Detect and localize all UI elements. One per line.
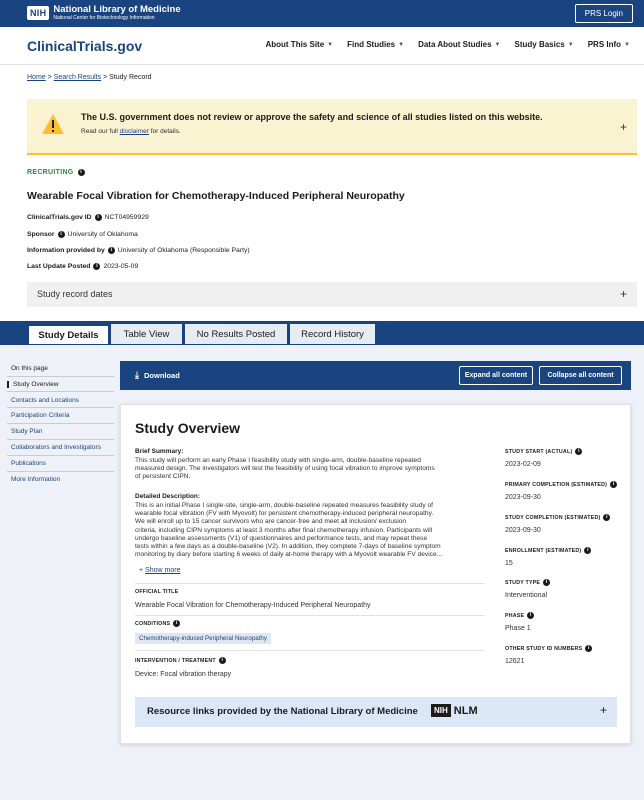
nlm-logo-text: NLM — [453, 704, 478, 717]
meta-information-provider — [27, 247, 250, 254]
info-icon[interactable]: i — [543, 579, 550, 586]
breadcrumb-separator: > — [103, 74, 108, 81]
phase-label — [505, 612, 534, 619]
nih-logo-box: NIH — [431, 704, 451, 717]
meta-sponsor — [27, 231, 138, 238]
study-tab-bar — [0, 321, 644, 345]
divider — [135, 615, 485, 616]
breadcrumb-search-results[interactable]: Search Results — [53, 74, 102, 81]
breadcrumb-home[interactable]: Home — [27, 74, 46, 81]
info-icon[interactable]: i — [173, 620, 180, 627]
info-icon[interactable]: i — [585, 645, 592, 652]
disclaimer-title: The U.S. government does not review or approve the safety and science of all studies listed on this website. — [81, 112, 543, 122]
nih-nlm-logo — [431, 704, 478, 717]
status-label: RECRUITING — [27, 169, 74, 176]
sidebar-divider — [7, 455, 114, 456]
chevron-down-icon: ▼ — [327, 41, 334, 48]
info-icon[interactable]: i — [93, 263, 100, 270]
info-icon[interactable]: i — [58, 231, 65, 238]
brief-line: measured design. The investigators will test the feasibility of using focal vibration to improve symptoms — [135, 465, 435, 473]
info-icon[interactable]: i — [584, 547, 591, 554]
nav-study-basics[interactable] — [515, 40, 574, 49]
chevron-down-icon: ▼ — [398, 41, 405, 48]
tab-no-results-posted[interactable]: No Results Posted — [184, 323, 288, 345]
nav-about[interactable] — [265, 40, 333, 49]
phase-label-text: PHASE — [505, 612, 525, 619]
sidebar-item-more-information[interactable]: More Information — [11, 476, 61, 483]
sidebar-heading: On this page — [11, 365, 48, 372]
info-icon[interactable]: i — [603, 514, 610, 521]
sidebar-divider — [7, 391, 114, 392]
info-icon[interactable]: i — [95, 214, 102, 221]
intervention-value: Device: Focal vibration therapy — [135, 671, 232, 678]
collapse-all-button[interactable]: Collapse all content — [539, 366, 622, 385]
detail-line: tests within a few days as a double-baseline (V2). In addition, they complete 7-days of baseline symptom — [135, 543, 441, 551]
disclaimer-alert[interactable] — [27, 99, 637, 155]
nav-prs-label: PRS Info — [587, 40, 622, 49]
plus-icon: + — [139, 567, 144, 574]
intervention-label-text: INTERVENTION / TREATMENT — [135, 657, 216, 664]
official-title-label-text: OFFICIAL TITLE — [135, 589, 179, 595]
meta-last-update — [27, 263, 138, 270]
sidebar-item-collaborators[interactable]: Collaborators and Investigators — [11, 444, 101, 451]
divider — [135, 650, 485, 651]
enrollment-label — [505, 547, 591, 554]
detail-line: wearable focal vibration (FV with Myovolt) for persistent chemotherapy-induced peripheral neuropathy. — [135, 510, 434, 518]
sidebar-divider — [7, 471, 114, 472]
tab-table-view[interactable]: Table View — [110, 323, 183, 345]
recruiting-status — [27, 169, 85, 176]
detailed-description-label: Detailed Description: — [135, 493, 201, 500]
phase-value: Phase 1 — [505, 625, 531, 632]
primary-completion-label-text: PRIMARY COMPLETION (ESTIMATED) — [505, 481, 608, 488]
meta-value: NCT04959929 — [104, 214, 149, 221]
nih-header-bar — [0, 0, 644, 27]
meta-value: University of Oklahoma (Responsible Party) — [117, 247, 250, 254]
detail-line: criteria, including CIPN symptoms at least 3 months after final chemotherapy infusion. Participants will — [135, 526, 433, 534]
nav-prs-info[interactable] — [588, 40, 630, 49]
expand-all-button[interactable]: Expand all content — [459, 366, 533, 385]
meta-key: Sponsor — [27, 231, 55, 238]
info-icon[interactable]: i — [219, 657, 226, 664]
official-title-label — [135, 589, 178, 595]
study-overview-card — [120, 404, 631, 744]
prs-login-button[interactable]: PRS Login — [575, 4, 633, 23]
study-start-label-text: STUDY START (ACTUAL) — [505, 448, 573, 455]
divider — [135, 583, 485, 584]
record-dates-label: Study record dates — [37, 289, 113, 299]
content-toolbar — [120, 361, 631, 390]
chevron-down-icon: ▼ — [494, 41, 501, 48]
detailed-description-text — [135, 502, 442, 560]
nav-data-label: Data About Studies — [418, 40, 492, 49]
breadcrumb — [27, 74, 152, 81]
detail-line: monitoring by diary before starting 6 weeks of daily at-home therapy with a Myovolt wearable FV device... — [135, 551, 443, 559]
chevron-down-icon: ▼ — [624, 41, 630, 48]
nlm-title: National Library of Medicine — [53, 4, 181, 15]
detail-line: This is an initial Phase I single-site, single-arm, double-baseline repeated measures feasibility study of — [135, 502, 433, 509]
study-type-label-text: STUDY TYPE — [505, 579, 541, 586]
nav-about-label: About This Site — [265, 40, 325, 49]
enrollment-value: 15 — [505, 560, 513, 567]
conditions-label-text: CONDITIONS — [135, 620, 171, 627]
sidebar-item-publications[interactable]: Publications — [11, 460, 47, 467]
warning-icon — [41, 113, 65, 135]
nlm-logo[interactable] — [27, 5, 181, 21]
info-icon[interactable]: i — [610, 481, 617, 488]
breadcrumb-current: Study Record — [109, 74, 152, 81]
resource-links-accordion[interactable] — [135, 697, 617, 727]
sidebar-divider — [7, 376, 114, 377]
download-button[interactable] — [135, 370, 180, 381]
expand-plus-icon[interactable]: + — [619, 120, 627, 134]
tab-study-details[interactable]: Study Details — [28, 323, 109, 345]
official-title-value: Wearable Focal Vibration for Chemotherapy-Induced Peripheral Neuropathy — [135, 602, 371, 609]
study-completion-label — [505, 514, 610, 521]
intervention-label — [135, 657, 226, 664]
sidebar-item-study-overview[interactable]: Study Overview — [7, 381, 59, 388]
nav-basics-label: Study Basics — [514, 40, 565, 49]
meta-key: Last Update Posted — [27, 263, 91, 270]
expand-plus-icon: + — [619, 287, 627, 301]
download-icon: ⤓ — [135, 370, 139, 380]
meta-nct-id — [27, 214, 149, 221]
sidebar-divider — [7, 423, 114, 424]
nav-data-about-studies[interactable] — [418, 40, 500, 49]
detail-line: undergo baseline assessments (V1) of questionnaires and performance tests, and may repeat these — [135, 534, 428, 542]
info-icon[interactable]: i — [108, 247, 115, 254]
sidebar-item-participation[interactable]: Participation Criteria — [11, 412, 70, 419]
study-type-value: Interventional — [505, 592, 548, 599]
other-study-id-label-text: OTHER STUDY ID NUMBERS — [505, 645, 583, 652]
conditions-label — [135, 620, 180, 627]
section-title: Study Overview — [135, 420, 241, 436]
nih-logo-box: NIH — [27, 6, 49, 20]
brief-summary-label: Brief Summary: — [135, 448, 184, 455]
chevron-down-icon: ▼ — [567, 41, 574, 48]
detail-line: We will enroll up to 15 cancer survivors who are cancer-free and meet all inclusion/ exclusion — [135, 518, 407, 526]
expand-plus-icon: + — [599, 703, 607, 717]
info-icon[interactable]: i — [575, 448, 582, 455]
sidebar-item-contacts[interactable]: Contacts and Locations — [11, 397, 79, 404]
study-title: Wearable Focal Vibration for Chemotherapy-Induced Peripheral Neuropathy — [27, 190, 405, 202]
download-label: Download — [143, 371, 180, 380]
tab-record-history[interactable]: Record History — [289, 323, 376, 345]
other-study-id-label — [505, 645, 592, 652]
disclaimer-text-before: Read our full — [81, 128, 118, 135]
resource-links-label: Resource links provided by the National Library of Medicine — [147, 706, 418, 717]
study-record-dates-accordion[interactable] — [27, 282, 637, 307]
primary-completion-label — [505, 481, 617, 488]
meta-value: University of Oklahoma — [67, 231, 138, 238]
study-completion-value: 2023-09-30 — [505, 527, 541, 534]
study-start-label — [505, 448, 582, 455]
meta-key: ClinicalTrials.gov ID — [27, 214, 92, 221]
sidebar-item-study-plan[interactable]: Study Plan — [11, 428, 43, 435]
disclaimer-text — [81, 128, 181, 135]
sidebar-divider — [7, 439, 114, 440]
site-brand[interactable]: ClinicalTrials.gov — [27, 38, 143, 54]
disclaimer-link[interactable]: disclaimer — [119, 128, 149, 135]
nav-find-studies-label: Find Studies — [347, 40, 396, 49]
disclaimer-text-after: for details. — [150, 128, 181, 135]
primary-completion-value: 2023-09-30 — [505, 494, 541, 501]
show-more-label: Show more — [145, 567, 181, 574]
brief-summary-text — [135, 457, 435, 482]
enrollment-label-text: ENROLLMENT (ESTIMATED) — [505, 547, 582, 554]
info-icon[interactable]: i — [78, 169, 85, 176]
breadcrumb-separator: > — [47, 74, 52, 81]
study-start-value: 2023-02-09 — [505, 461, 541, 468]
meta-key: Information provided by — [27, 247, 105, 254]
sidebar-divider — [7, 407, 114, 408]
info-icon[interactable]: i — [527, 612, 534, 619]
meta-value: 2023-05-09 — [103, 263, 139, 270]
brief-line: This study will perform an early Phase I feasibility study with single-arm, double-baseline repeated — [135, 457, 421, 464]
other-study-id-value: 12621 — [505, 658, 525, 665]
main-navigation — [0, 27, 644, 65]
show-more-link[interactable] — [139, 567, 180, 574]
study-completion-label-text: STUDY COMPLETION (ESTIMATED) — [505, 514, 601, 521]
condition-tag[interactable]: Chemotherapy-induced Peripheral Neuropathy — [135, 633, 271, 644]
study-type-label — [505, 579, 550, 586]
ncbi-subtitle: National Center for Biotechnology Information — [53, 14, 155, 21]
brief-line: of persistent CIPN. — [135, 473, 191, 481]
nav-find-studies[interactable] — [347, 40, 404, 49]
